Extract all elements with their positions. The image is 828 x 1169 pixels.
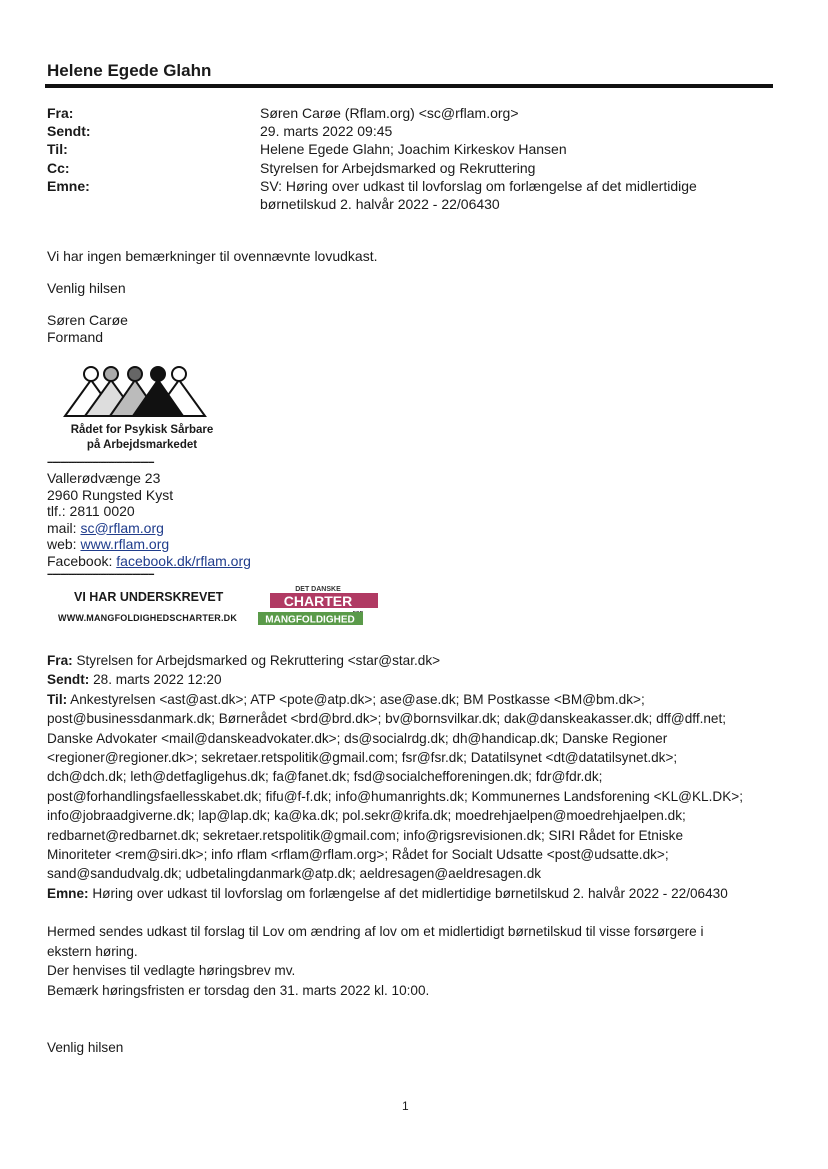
mail-row xyxy=(47,520,251,537)
subject-value: Høring over udkast til lovforslag om forlængelse af det midlertidige børnetilskud 2. halvår 2022 - 22/06430 xyxy=(92,885,728,901)
city: 2960 Rungsted Kyst xyxy=(47,486,174,503)
to-line: redbarnet@redbarnet.dk; sekretaer.retspolitik@gmail.com; info@rigsrevisionen.dk; SIRI Rådet for Etniske xyxy=(47,827,684,843)
to-line: info@jobraadgiverne.dk; lap@lap.dk; ka@ka.dk; pol.sekr@krifa.dk; moedrehjaelpen@moedrehjaelpen.dk; xyxy=(47,808,686,824)
charter-banner-url: WWW.MANGFOLDIGHEDSCHARTER.DK xyxy=(58,613,238,623)
header-label: Emne: xyxy=(47,177,90,194)
charter-bottom-text: MANGFOLDIGHED xyxy=(265,614,355,626)
header-row-cc xyxy=(47,159,787,177)
header-row-sent xyxy=(47,122,787,140)
org-name-line1: Rådet for Psykisk Sårbare xyxy=(70,424,214,436)
subject-row xyxy=(47,884,817,903)
mail-link[interactable]: sc@rflam.org xyxy=(80,519,164,536)
facebook-link[interactable]: facebook.dk/rflam.org xyxy=(116,552,251,569)
body-line: Hermed sendes udkast til forslag til Lov om ændring af lov om et midlertidigt børnetilskud til visse forsørgere i xyxy=(47,924,704,940)
signer-title: Formand xyxy=(47,329,104,345)
org-logo xyxy=(55,364,215,419)
header-value xyxy=(260,177,787,213)
from-label: Fra: xyxy=(47,653,73,668)
header-value: Søren Carøe (Rflam.org) <sc@rflam.org> xyxy=(260,105,519,121)
from-row xyxy=(47,651,817,670)
street: Vallerødvænge 23 xyxy=(47,470,161,486)
header-value: 29. marts 2022 09:45 xyxy=(260,123,393,140)
divider-line: ---------------------------------------- xyxy=(47,568,154,580)
sent-value: 28. marts 2022 12:20 xyxy=(93,672,222,688)
header-value: Helene Egede Glahn; Joachim Kirkeskov Hansen xyxy=(260,141,567,158)
sent-row xyxy=(47,670,817,689)
body-line: Bemærk høringsfristen er torsdag den 31. marts 2022 kl. 10:00. xyxy=(47,982,430,998)
web-link[interactable]: www.rflam.org xyxy=(80,536,170,552)
sent-label: Sendt: xyxy=(47,672,90,688)
subject-label: Emne: xyxy=(47,885,89,901)
header-label: Cc: xyxy=(47,159,70,176)
org-name xyxy=(47,423,237,453)
header-row-to xyxy=(47,140,787,158)
header-label: Til: xyxy=(47,141,68,158)
signer-name: Søren Carøe xyxy=(47,312,128,328)
org-name-line2: på Arbejdsmarkedet xyxy=(86,439,198,451)
greeting: Venlig hilsen xyxy=(47,280,126,296)
to-line: dch@dch.dk; leth@detfagligehus.dk; fa@fanet.dk; fsd@socialchefforeningen.dk; fdr@fdr.dk; xyxy=(47,769,603,785)
header-name: Helene Egede Glahn xyxy=(47,61,212,80)
divider-line: ---------------------------------------- xyxy=(47,456,154,468)
body-line: ekstern høring. xyxy=(47,943,138,959)
to-line: <regioner@regioner.dk>; sekretaer.retspolitik@gmail.com; fsr@fsr.dk; Datatilsynet <dt@datatilsynet.dk>; xyxy=(47,750,678,766)
email-body xyxy=(47,248,377,346)
body-line: Der henvises til vedlagte høringsbrev mv. xyxy=(47,963,296,979)
to-line: Minoriteter <rem@siri.dk>; info rflam <rflam@rflam.org>; Rådet for Socialt Udsatte <post@udsatte.dk>; xyxy=(47,847,669,863)
to-row xyxy=(47,690,817,884)
phone: tlf.: 2811 0020 xyxy=(47,503,135,519)
org-address xyxy=(47,470,251,569)
facebook-label: Facebook: xyxy=(47,552,113,569)
header-label: Fra: xyxy=(47,105,74,121)
header-rule xyxy=(45,84,773,88)
body-text: Vi har ingen bemærkninger til ovennævnte lovudkast. xyxy=(47,248,378,264)
subject-line-2: børnetilskud 2. halvår 2022 - 22/06430 xyxy=(260,196,500,213)
header-row-from xyxy=(47,104,787,122)
subject-line-1: SV: Høring over udkast til lovforslag om forlængelse af det midlertidige xyxy=(260,177,697,194)
web-label: web: xyxy=(47,536,77,552)
charter-mid-text: CHARTER xyxy=(283,593,353,609)
charter-banner-title: VI HAR UNDERSKREVET xyxy=(74,590,224,604)
to-line: Danske Advokater <mail@danskeadvokater.dk>; ds@socialrdg.dk; dh@handicap.dk; Danske Regioner xyxy=(47,730,668,746)
page-number: 1 xyxy=(402,1099,409,1113)
to-line: Ankestyrelsen <ast@ast.dk>; ATP <pote@atp.dk>; ase@ase.dk; BM Postkasse <BM@bm.dk>; xyxy=(70,691,645,707)
charter-logo xyxy=(258,584,378,626)
to-line: sand@sandudvalg.dk; udbetalingdanmark@atp.dk; aeldresagen@aeldresagen.dk xyxy=(47,866,542,882)
header-row-subject xyxy=(47,177,787,213)
header-value: Styrelsen for Arbejdsmarked og Rekruttering xyxy=(260,159,536,176)
email-header xyxy=(47,104,787,213)
charter-top-text: DET DANSKE xyxy=(295,586,341,593)
to-line: post@businessdanmark.dk; Børnerådet <brd@brd.dk>; bv@bornsvilkar.dk; dak@danskeakasser.dk; dff@dff.net; xyxy=(47,711,727,727)
from-value: Styrelsen for Arbejdsmarked og Rekruttering <star@star.dk> xyxy=(76,653,441,668)
mail-label: mail: xyxy=(47,519,77,536)
email2-greeting: Venlig hilsen xyxy=(47,1039,124,1055)
facebook-row xyxy=(47,553,251,570)
web-row xyxy=(47,536,251,553)
to-label: Til: xyxy=(47,691,68,707)
header-label: Sendt: xyxy=(47,123,91,140)
to-line: post@forhandlingsfaellesskabet.dk; fifu@f-f.dk; info@humanrights.dk; Kommunernes Landsforening <KL@KL.DK>; xyxy=(47,788,743,804)
forwarded-email xyxy=(47,651,817,1057)
email2-body xyxy=(47,922,817,1000)
